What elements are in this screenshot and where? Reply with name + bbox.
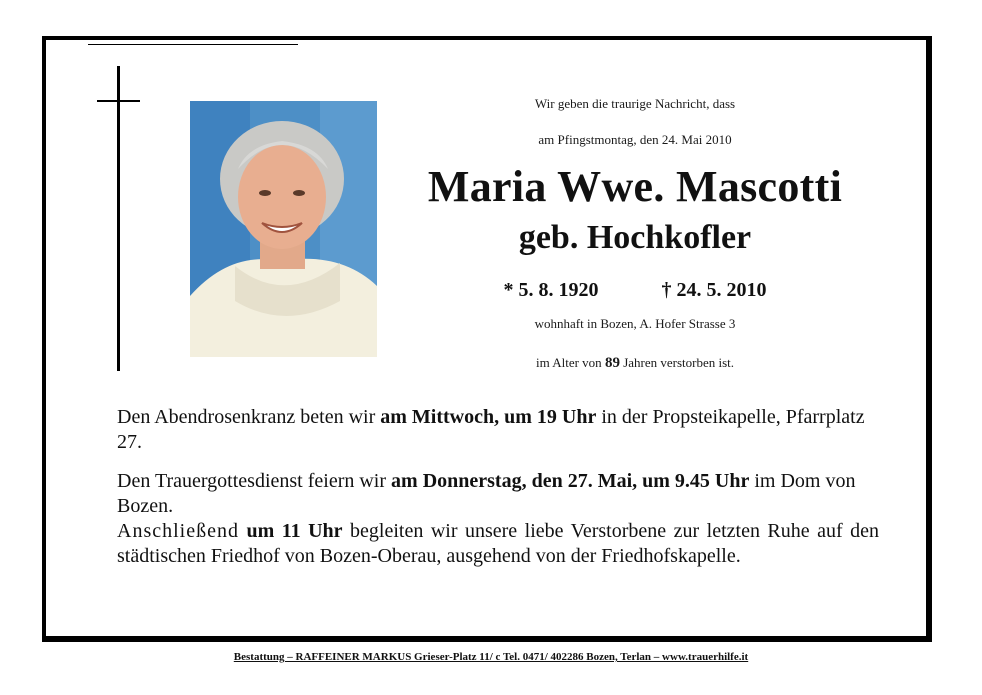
notice-body [117,405,879,569]
deceased-name: Maria Wwe. Mascotti [427,162,843,211]
intro-line-2: am Pfingstmontag, den 24. Mai 2010 [538,132,732,147]
burial-highlight: um 11 Uhr [246,520,343,542]
cross-icon-bar [97,100,140,102]
intro-line-1: Wir geben die traurige Nachricht, dass [534,96,736,111]
age-value: 89 [604,355,620,371]
burial-text-2: begleiten wir unsere liebe Verstorbene zur letzten Ruhe auf den städtischen Friedhof von Bozen-Oberau, ausgehend von der Friedhofskapelle. [117,520,880,567]
funeral-text-2: im Dom von Bozen. [117,470,856,517]
cross-icon [117,66,120,371]
burial-text-1: Anschließend [117,520,239,542]
age-line [390,355,880,371]
rosary-paragraph [117,405,879,455]
portrait-photo [190,101,377,357]
portrait-illustration [190,101,377,357]
age-suffix: Jahren verstorben ist. [623,355,735,370]
funeral-highlight: am Donnerstag, den 27. Mai, um 9.45 Uhr [391,470,750,492]
undertaker-footer: Bestattung – RAFFEINER MARKUS Grieser-Platz 11/ c Tel. 0471/ 402286 Bozen, Terlan – www.trauerhilfe.it [233,651,749,663]
birth-name: geb. Hochkofler [518,219,752,256]
rosary-highlight: am Mittwoch, um 19 Uhr [380,406,597,428]
rosary-text-2: in der Propsteikapelle, Pfarrplatz 27. [117,406,865,453]
life-dates [390,278,880,302]
birth-date: * 5. 8. 1920 [503,279,599,301]
top-rule [88,44,298,45]
death-date: † 24. 5. 2010 [661,279,767,301]
funeral-paragraph [117,469,879,519]
burial-paragraph [117,519,879,569]
residence: wohnhaft in Bozen, A. Hofer Strasse 3 [534,316,736,331]
rosary-text-1: Den Abendrosenkranz beten wir [117,406,376,428]
funeral-text-1: Den Trauergottesdienst feiern wir [117,470,387,492]
age-prefix: im Alter von [535,355,602,370]
